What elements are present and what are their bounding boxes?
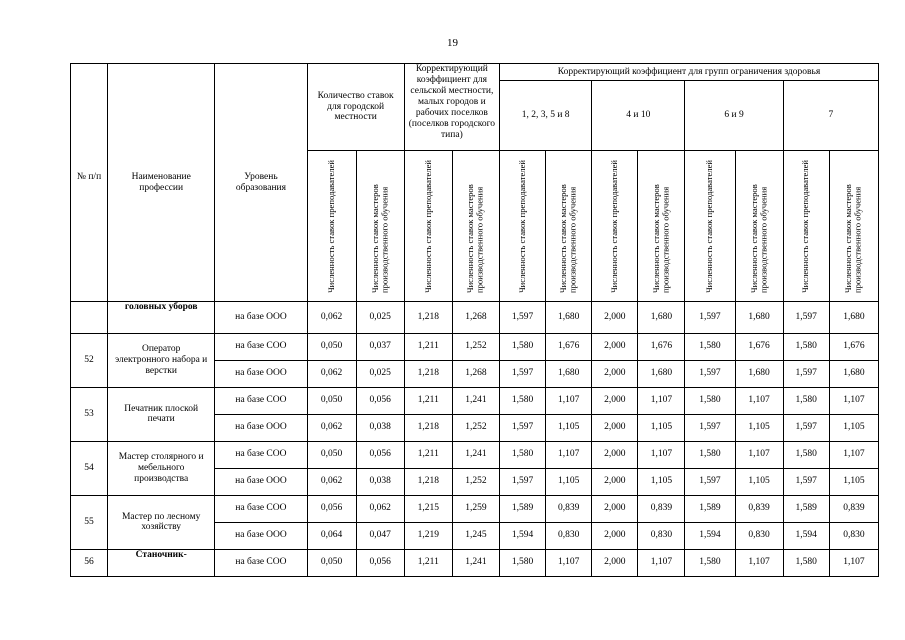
education-level: на базе СОО xyxy=(215,441,307,468)
value-cell: 1,211 xyxy=(404,549,452,576)
value-cell: 1,268 xyxy=(452,360,499,387)
subheader-masters xyxy=(452,151,499,302)
value-cell: 1,105 xyxy=(735,414,783,441)
profession-name: Печатник плоской печати xyxy=(108,387,215,441)
value-cell: 0,050 xyxy=(307,387,356,414)
value-cell: 0,830 xyxy=(829,522,878,549)
subheader-teachers xyxy=(685,151,735,302)
education-level: на базе ООО xyxy=(215,522,307,549)
value-cell: 0,839 xyxy=(735,495,783,522)
value-cell: 1,597 xyxy=(783,468,829,495)
page-number: 19 xyxy=(447,37,458,49)
value-cell: 1,580 xyxy=(685,333,735,360)
value-cell: 0,830 xyxy=(735,522,783,549)
value-cell: 1,259 xyxy=(452,495,499,522)
value-cell: 1,680 xyxy=(638,301,685,333)
value-cell: 1,241 xyxy=(452,549,499,576)
header-rural-coef: Корректирующий коэффициент для сельской местности, малых городов и рабочих поселков (поселков городского типа) xyxy=(404,64,499,151)
value-cell: 1,105 xyxy=(829,468,878,495)
value-cell: 1,245 xyxy=(452,522,499,549)
subheader-label: Численность ставок мастеров производственного обучения xyxy=(465,184,485,293)
value-cell: 1,597 xyxy=(783,360,829,387)
education-level: на базе ООО xyxy=(215,414,307,441)
value-cell: 1,105 xyxy=(829,414,878,441)
value-cell: 1,676 xyxy=(735,333,783,360)
header-num: № п/п xyxy=(71,64,108,302)
value-cell: 1,589 xyxy=(783,495,829,522)
value-cell: 0,830 xyxy=(638,522,685,549)
value-cell: 2,000 xyxy=(592,360,638,387)
value-cell: 1,105 xyxy=(546,414,592,441)
value-cell: 1,107 xyxy=(546,387,592,414)
value-cell: 1,597 xyxy=(783,301,829,333)
value-cell: 1,589 xyxy=(500,495,546,522)
value-cell: 1,107 xyxy=(638,387,685,414)
subheader-label: Численность ставок мастеров производственного обучения xyxy=(369,184,390,293)
value-cell: 1,597 xyxy=(685,360,735,387)
subheader-label: Численность ставок преподавателей xyxy=(704,160,715,293)
subheader-masters xyxy=(356,151,404,302)
subheader-label: Численность ставок мастеров производственного обучения xyxy=(650,184,671,293)
subheader-label: Численность ставок мастеров производственного обучения xyxy=(843,184,863,293)
subheader-teachers xyxy=(307,151,356,302)
value-cell: 1,107 xyxy=(546,441,592,468)
table-row xyxy=(71,495,879,522)
value-cell: 0,050 xyxy=(307,441,356,468)
education-level: на базе СОО xyxy=(215,387,307,414)
value-cell: 1,676 xyxy=(638,333,685,360)
subheader-teachers xyxy=(404,151,452,302)
value-cell: 1,241 xyxy=(452,441,499,468)
subheader-teachers xyxy=(500,151,546,302)
value-cell: 1,107 xyxy=(735,441,783,468)
profession-name: Мастер столярного и мебельного производства xyxy=(108,441,215,495)
profession-name: Оператор электронного набора и верстки xyxy=(108,333,215,387)
group-3: 6 и 9 xyxy=(685,81,783,151)
value-cell: 1,676 xyxy=(829,333,878,360)
subheader-label: Численность ставок преподавателей xyxy=(609,160,620,293)
row-number: 54 xyxy=(71,441,108,495)
value-cell: 1,680 xyxy=(829,301,878,333)
profession-name: головных уборов xyxy=(108,301,215,333)
value-cell: 1,589 xyxy=(685,495,735,522)
value-cell: 1,597 xyxy=(500,468,546,495)
value-cell: 1,580 xyxy=(500,441,546,468)
value-cell: 1,680 xyxy=(546,301,592,333)
row-number: 52 xyxy=(71,333,108,387)
education-level: на базе СОО xyxy=(215,495,307,522)
header-health-coef: Корректирующий коэффициент для групп ограничения здоровья xyxy=(500,64,879,81)
value-cell: 1,252 xyxy=(452,333,499,360)
value-cell: 1,107 xyxy=(735,549,783,576)
subheader-label: Численность ставок мастеров производственного обучения xyxy=(558,184,578,293)
value-cell: 1,680 xyxy=(735,360,783,387)
value-cell: 0,025 xyxy=(356,301,404,333)
value-cell: 1,105 xyxy=(638,414,685,441)
group-2: 4 и 10 xyxy=(592,81,685,151)
value-cell: 2,000 xyxy=(592,441,638,468)
subheader-label: Численность ставок преподавателей xyxy=(800,160,811,293)
value-cell: 0,037 xyxy=(356,333,404,360)
value-cell: 0,056 xyxy=(307,495,356,522)
value-cell: 2,000 xyxy=(592,522,638,549)
value-cell: 2,000 xyxy=(592,549,638,576)
subheader-label: Численность ставок преподавателей xyxy=(516,160,527,293)
value-cell: 1,594 xyxy=(783,522,829,549)
header-profession: Наименование профессии xyxy=(108,64,215,302)
value-cell: 1,580 xyxy=(685,441,735,468)
value-cell: 0,830 xyxy=(546,522,592,549)
value-cell: 1,580 xyxy=(685,387,735,414)
value-cell: 0,056 xyxy=(356,441,404,468)
value-cell: 1,218 xyxy=(404,301,452,333)
value-cell: 0,038 xyxy=(356,414,404,441)
value-cell: 1,218 xyxy=(404,360,452,387)
value-cell: 1,597 xyxy=(783,414,829,441)
value-cell: 1,107 xyxy=(829,387,878,414)
profession-name: Мастер по лесному хозяйству xyxy=(108,495,215,549)
value-cell: 1,107 xyxy=(638,549,685,576)
value-cell: 1,676 xyxy=(546,333,592,360)
subheader-teachers xyxy=(783,151,829,302)
value-cell: 0,056 xyxy=(356,387,404,414)
value-cell: 1,597 xyxy=(500,414,546,441)
value-cell: 1,597 xyxy=(500,301,546,333)
value-cell: 0,062 xyxy=(307,468,356,495)
value-cell: 2,000 xyxy=(592,387,638,414)
value-cell: 1,680 xyxy=(638,360,685,387)
rates-table xyxy=(70,63,879,577)
value-cell: 0,839 xyxy=(546,495,592,522)
value-cell: 1,680 xyxy=(546,360,592,387)
value-cell: 1,597 xyxy=(685,468,735,495)
value-cell: 2,000 xyxy=(592,301,638,333)
value-cell: 0,062 xyxy=(307,360,356,387)
value-cell: 1,105 xyxy=(546,468,592,495)
value-cell: 1,680 xyxy=(735,301,783,333)
value-cell: 0,062 xyxy=(307,414,356,441)
value-cell: 1,241 xyxy=(452,387,499,414)
subheader-masters xyxy=(735,151,783,302)
row-number: 56 xyxy=(71,549,108,576)
value-cell: 1,580 xyxy=(685,549,735,576)
education-level: на базе СОО xyxy=(215,333,307,360)
value-cell: 1,105 xyxy=(638,468,685,495)
value-cell: 1,580 xyxy=(783,549,829,576)
value-cell: 1,107 xyxy=(546,549,592,576)
value-cell: 1,218 xyxy=(404,414,452,441)
value-cell: 0,047 xyxy=(356,522,404,549)
value-cell: 1,215 xyxy=(404,495,452,522)
education-level: на базе ООО xyxy=(215,301,307,333)
value-cell: 0,839 xyxy=(829,495,878,522)
value-cell: 1,580 xyxy=(500,549,546,576)
value-cell: 0,062 xyxy=(307,301,356,333)
value-cell: 2,000 xyxy=(592,495,638,522)
header-level: Уровень образования xyxy=(215,64,307,302)
education-level: на базе СОО xyxy=(215,549,307,576)
header-city-rates: Количество ставок для городской местности xyxy=(307,64,404,151)
value-cell: 1,107 xyxy=(829,441,878,468)
subheader-masters xyxy=(546,151,592,302)
value-cell: 1,580 xyxy=(783,333,829,360)
row-number xyxy=(71,301,108,333)
row-number: 53 xyxy=(71,387,108,441)
subheader-masters xyxy=(638,151,685,302)
subheader-masters xyxy=(829,151,878,302)
table-row xyxy=(71,301,879,333)
value-cell: 2,000 xyxy=(592,333,638,360)
value-cell: 1,105 xyxy=(735,468,783,495)
subheader-label: Численность ставок преподавателей xyxy=(422,160,433,293)
table-row xyxy=(71,333,879,360)
value-cell: 1,218 xyxy=(404,468,452,495)
row-number: 55 xyxy=(71,495,108,549)
table-row xyxy=(71,441,879,468)
value-cell: 1,219 xyxy=(404,522,452,549)
value-cell: 1,597 xyxy=(685,301,735,333)
value-cell: 1,594 xyxy=(500,522,546,549)
table-row xyxy=(71,387,879,414)
value-cell: 1,107 xyxy=(735,387,783,414)
value-cell: 0,050 xyxy=(307,549,356,576)
subheader-teachers xyxy=(592,151,638,302)
value-cell: 1,107 xyxy=(638,441,685,468)
profession-name: Станочник- xyxy=(108,549,215,576)
value-cell: 0,050 xyxy=(307,333,356,360)
value-cell: 0,062 xyxy=(356,495,404,522)
value-cell: 1,211 xyxy=(404,441,452,468)
value-cell: 1,680 xyxy=(829,360,878,387)
value-cell: 0,025 xyxy=(356,360,404,387)
value-cell: 1,597 xyxy=(500,360,546,387)
value-cell: 1,252 xyxy=(452,414,499,441)
group-1: 1, 2, 3, 5 и 8 xyxy=(500,81,592,151)
value-cell: 1,211 xyxy=(404,333,452,360)
education-level: на базе ООО xyxy=(215,360,307,387)
value-cell: 1,268 xyxy=(452,301,499,333)
value-cell: 2,000 xyxy=(592,414,638,441)
value-cell: 1,211 xyxy=(404,387,452,414)
value-cell: 0,056 xyxy=(356,549,404,576)
value-cell: 1,594 xyxy=(685,522,735,549)
value-cell: 2,000 xyxy=(592,468,638,495)
value-cell: 1,580 xyxy=(783,387,829,414)
group-4: 7 xyxy=(783,81,878,151)
value-cell: 1,252 xyxy=(452,468,499,495)
value-cell: 1,580 xyxy=(783,441,829,468)
value-cell: 1,107 xyxy=(829,549,878,576)
education-level: на базе ООО xyxy=(215,468,307,495)
value-cell: 1,580 xyxy=(500,333,546,360)
value-cell: 1,580 xyxy=(500,387,546,414)
value-cell: 0,064 xyxy=(307,522,356,549)
subheader-label: Численность ставок преподавателей xyxy=(325,160,336,293)
value-cell: 0,839 xyxy=(638,495,685,522)
table-row xyxy=(71,549,879,576)
subheader-label: Численность ставок мастеров производственного обучения xyxy=(748,184,769,293)
value-cell: 0,038 xyxy=(356,468,404,495)
value-cell: 1,597 xyxy=(685,414,735,441)
